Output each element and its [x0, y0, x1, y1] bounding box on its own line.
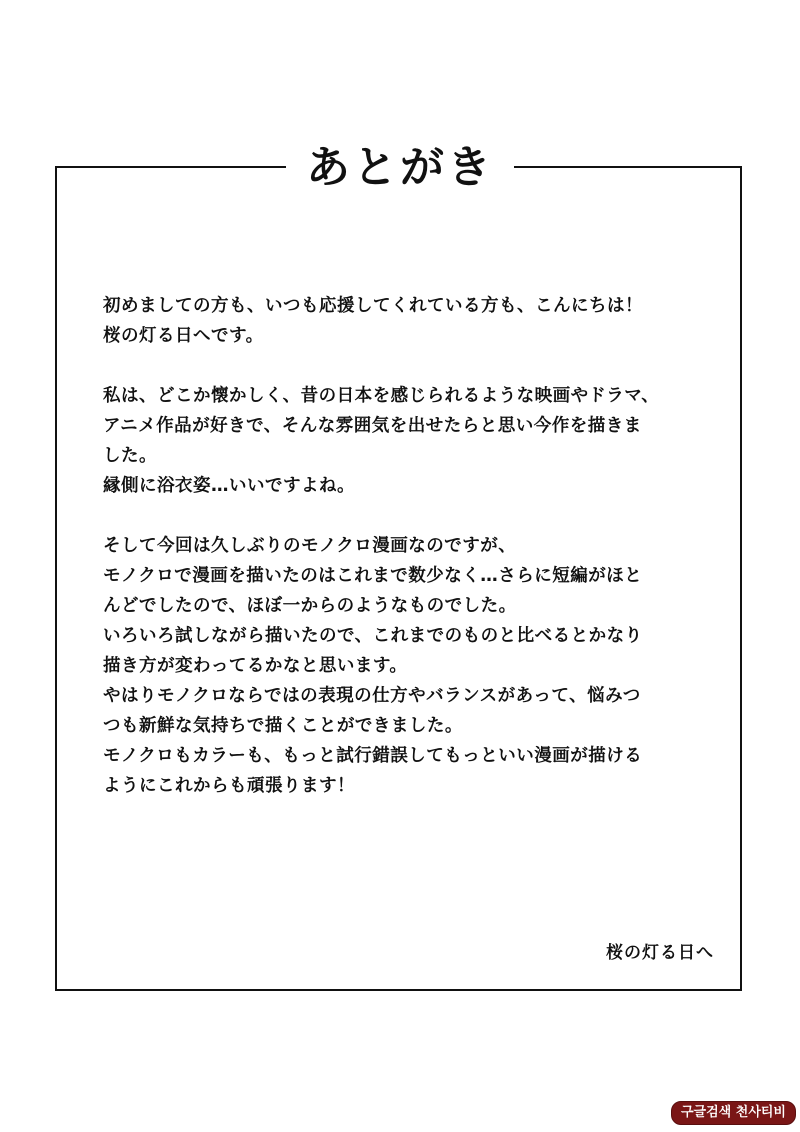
author-signature: 桜の灯る日へ — [606, 943, 714, 963]
paragraph-greeting — [103, 291, 703, 351]
text-line: ようにこれからも頑張ります！ — [103, 776, 355, 796]
afterword-body — [103, 291, 703, 831]
text-line: いろいろ試しながら描いたので、これまでのものと比べるとかなり — [103, 626, 643, 646]
text-line: 縁側に浴衣姿…いいですよね。 — [103, 476, 355, 496]
text-line: そして今回は久しぶりのモノクロ漫画なのですが、 — [103, 536, 517, 556]
text-line: やはりモノクロならではの表現の仕方やバランスがあって、悩みつ — [103, 686, 641, 706]
text-line: つも新鮮な気持ちで描くことができました。 — [103, 716, 463, 736]
text-line: 描き方が変わってるかなと思います。 — [103, 656, 408, 676]
text-line: 桜の灯る日へです。 — [103, 326, 264, 346]
text-line: モノクロもカラーも、もっと試行錯誤してもっといい漫画が描ける — [103, 746, 643, 766]
text-line: アニメ作品が好きで、そんな雰囲気を出せたらと思い今作を描きま — [103, 416, 642, 436]
text-line: んどでしたので、ほぼ一からのようなものでした。 — [103, 596, 517, 616]
text-line: 私は、どこか懐かしく、昔の日本を感じられるような映画やドラマ、 — [103, 386, 660, 406]
paragraph-monochrome — [103, 531, 703, 801]
text-line: した。 — [103, 446, 157, 466]
watermark-badge: 구글검색 천사티비 — [671, 1101, 796, 1125]
paragraph-inspiration — [103, 381, 703, 501]
text-line: 初めましての方も、いつも応援してくれている方も、こんにちは！ — [103, 296, 643, 316]
page-title: あとがき — [286, 138, 514, 198]
title-container — [0, 138, 800, 198]
text-line: モノクロで漫画を描いたのはこれまで数少なく…さらに短編がほと — [103, 566, 643, 586]
